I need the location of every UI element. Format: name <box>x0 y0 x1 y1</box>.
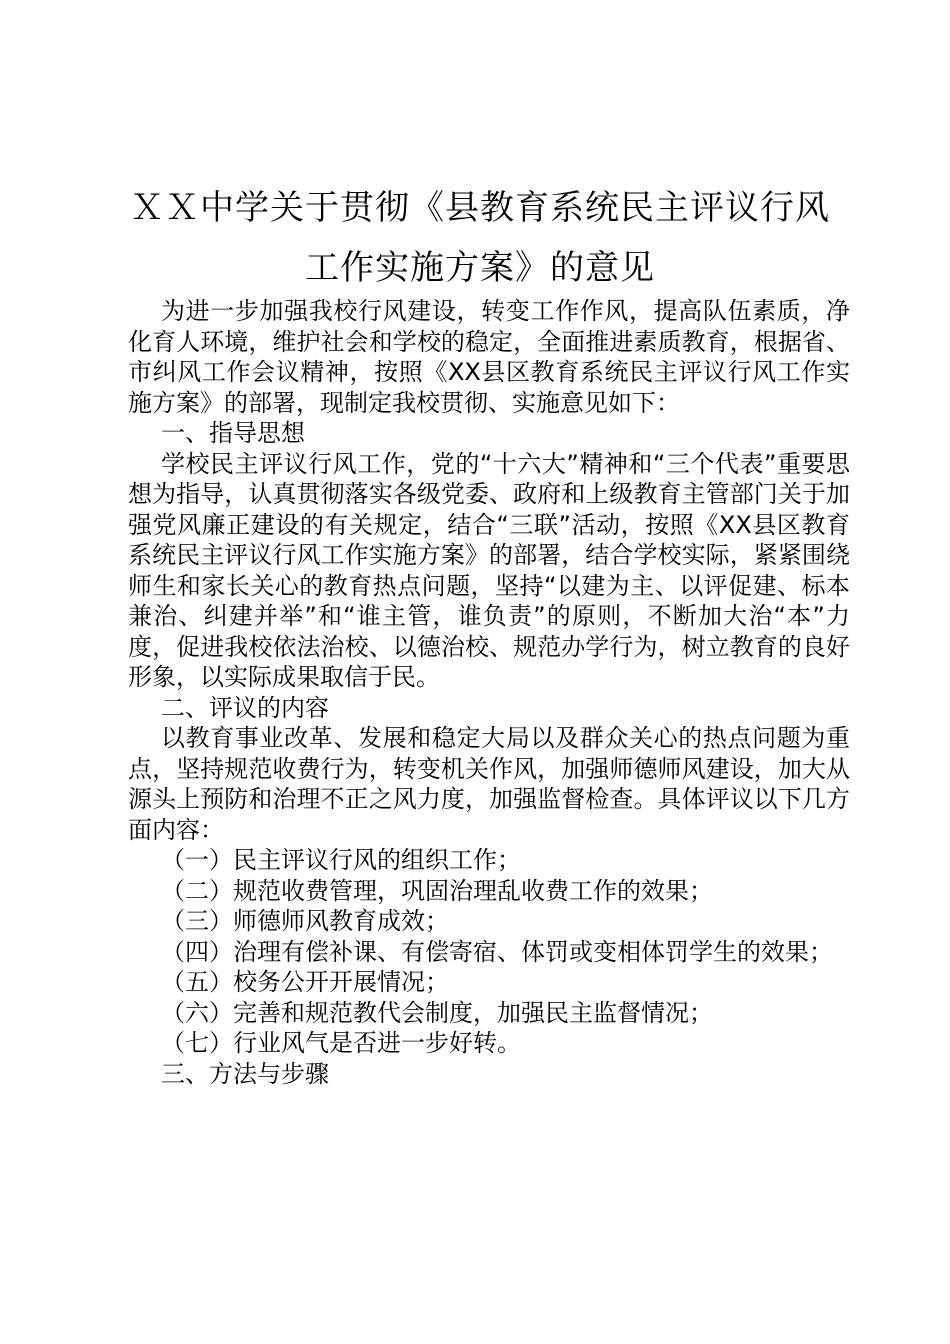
list-item: （四）治理有偿补课、有偿寄宿、体罚或变相体罚学生的效果； <box>161 937 833 966</box>
section-2-paragraph: 以教育事业改革、发展和稳定大局以及群众关心的热点问题为重点，坚持规范收费行为，转变机关作风，加强师德师风建设，加大从源头上预防和治理不正之风力度，加强监督检查。具体评议以下几方面内容： <box>128 724 850 844</box>
section-2-heading: 二、评议的内容 <box>161 693 329 722</box>
document-title-line-1: ＸＸ中学关于贯彻《县教育系统民主评议行风 <box>130 188 830 228</box>
section-3-heading: 三、方法与步骤 <box>161 1059 329 1088</box>
document-body <box>128 296 850 1089</box>
list-item: （六）完善和规范教代会制度，加强民主监督情况； <box>161 998 713 1027</box>
document-title-line-2: 工作实施方案》的意见 <box>305 248 655 288</box>
list-item: （二）规范收费管理，巩固治理乱收费工作的效果； <box>161 876 713 905</box>
list-item: （三）师德师风教育成效； <box>161 907 449 935</box>
list-item: （一）民主评议行风的组织工作； <box>161 846 521 874</box>
list-item: （五）校务公开开展情况； <box>161 968 449 996</box>
list-item: （七）行业风气是否进一步好转。 <box>161 1029 521 1057</box>
intro-paragraph: 为进一步加强我校行风建设，转变工作作风，提高队伍素质，净化育人环境，维护社会和学校的稳定，全面推进素质教育，根据省、市纠风工作会议精神，按照《XX县区教育系统民主评议行风工作实施方案》的部署，现制定我校贯彻、实施意见如下： <box>128 297 850 417</box>
section-1-paragraph: 学校民主评议行风工作，党的“十六大”精神和“三个代表”重要思想为指导，认真贯彻落实各级党委、政府和上级教育主管部门关于加强党风廉正建设的有关规定，结合“三联”活动，按照《XX县区教育系统民主评议行风工作实施方案》的部署，结合学校实际，紧紧围绕师生和家长关心的教育热点问题，坚持“以建为主、以评促建、标本兼治、纠建并举”和“谁主管，谁负责”的原则，不断加大治“本”力度，促进我校依法治校、以德治校、规范办学行为，树立教育的良好形象，以实际成果取信于民。 <box>128 449 850 691</box>
section-1-heading: 一、指导思想 <box>161 419 305 447</box>
